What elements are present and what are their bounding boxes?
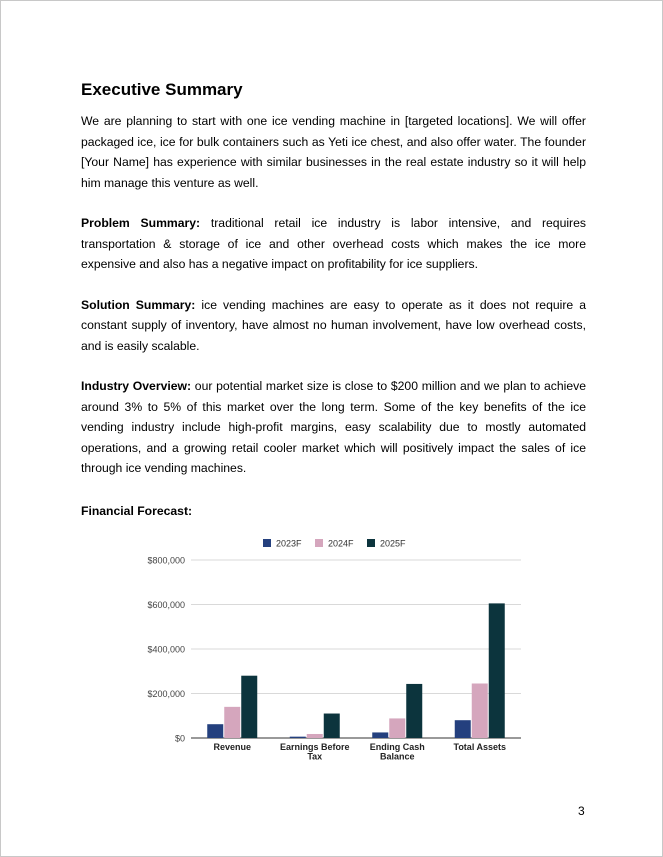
financial-forecast-chart [121, 531, 541, 771]
bar [241, 676, 257, 738]
y-tick-label: $0 [174, 733, 185, 744]
financial-forecast-title: Financial Forecast: [81, 504, 193, 518]
industry-text: our potential market size is close to $200 million and we plan to achieve around 3% to 5% of this market over the long term. Some of the key benefits of the ice vending industry include high-profit margins, easy scalability due to mostly automated operations, and a growing retail cooler market which will positively impact the sales of ice through ice vending machines. [81, 379, 586, 475]
legend-label: 2024F [328, 538, 354, 549]
x-tick-label: Balance [379, 751, 415, 762]
intro-paragraph: We are planning to start with one ice vending machine in [targeted locations]. We will offer packaged ice, ice for bulk containers such as Yeti ice chest, and also offer water. The founder [Your Name] has experience with similar businesses in the real estate industry so it will help him manage this venture as well. [81, 114, 586, 190]
solution-label: Solution Summary: [81, 297, 196, 312]
legend-swatch [315, 539, 323, 547]
x-tick-label: Ending Cash [369, 742, 425, 752]
solution-text: ice vending machines are easy to operate as it does not require a constant supply of inventory, have almost no human involvement, have low overhead costs, and is easily scalable. [81, 297, 586, 353]
y-tick-label: $400,000 [147, 644, 185, 655]
page-title: Executive Summary [81, 80, 243, 99]
bar [290, 737, 306, 738]
y-tick-label: $600,000 [147, 600, 185, 610]
bar [389, 718, 405, 738]
industry-paragraph [81, 376, 586, 479]
bar [207, 724, 223, 738]
x-tick-label: Earnings Before [279, 742, 350, 752]
bar [455, 720, 471, 738]
industry-label: Industry Overview: [81, 379, 192, 393]
problem-paragraph [81, 213, 586, 275]
x-tick-label: Total Assets [453, 742, 507, 752]
x-tick-label: Tax [307, 751, 323, 762]
bar [224, 707, 240, 738]
y-tick-label: $200,000 [147, 689, 185, 699]
legend-swatch [263, 539, 271, 547]
bar [472, 683, 488, 738]
bar [406, 684, 422, 738]
problem-label: Problem Summary: [81, 216, 201, 230]
bar [324, 714, 340, 738]
bar [372, 732, 388, 738]
x-tick-label: Revenue [213, 742, 252, 752]
bar [307, 734, 323, 738]
solution-paragraph [81, 295, 586, 357]
y-tick-label: $800,000 [147, 555, 185, 566]
document-body [81, 79, 586, 499]
bar [489, 603, 505, 738]
problem-text: traditional retail ice industry is labor intensive, and requires transportation & storage of ice and other overhead costs which makes the ice more expensive and also has a negative impact on profitability for ice suppliers. [81, 216, 586, 271]
page-number: 3 [578, 804, 585, 818]
legend-label: 2025F [380, 538, 406, 549]
legend-label: 2023F [276, 538, 302, 549]
legend-swatch [367, 539, 375, 547]
